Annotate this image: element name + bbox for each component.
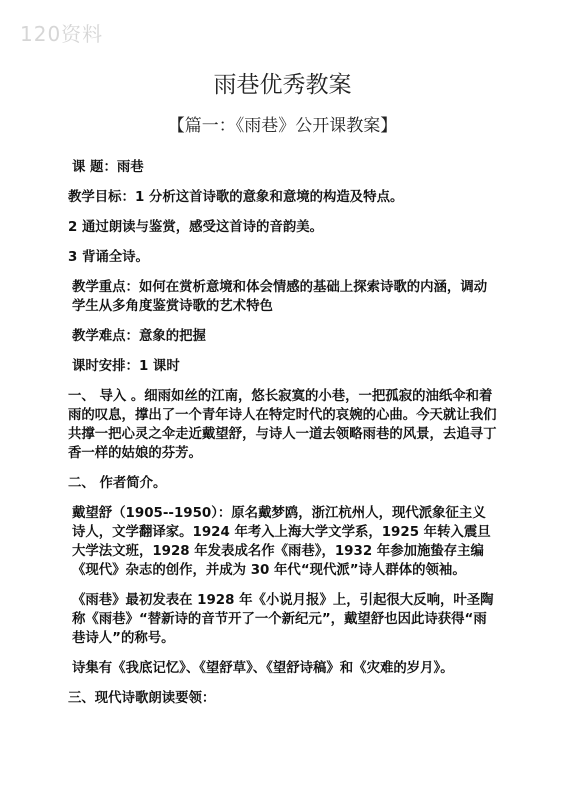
reading-tips-heading: 三、现代诗歌朗读要领：	[68, 691, 216, 706]
teaching-goal-3: 3 背诵全诗。	[68, 250, 149, 265]
teaching-focus: 教学重点：如何在赏析意境和体会情感的基础上探索诗歌的内涵，调动学生从多角度鉴赏诗歌的艺术特色	[72, 280, 488, 314]
poetry-collections-paragraph: 诗集有《我底记忆》、《望舒草》、《望舒诗稿》和《灾难的岁月》。	[72, 661, 454, 676]
watermark: 120资料	[20, 22, 104, 46]
class-hours: 课时安排：1 课时	[72, 359, 180, 374]
teaching-difficulty: 教学难点：意象的把握	[72, 329, 206, 344]
introduction-paragraph: 一、 导入 。细雨如丝的江南，悠长寂寞的小巷，一把孤寂的油纸伞和着雨的叹息，撑出了一个青年诗人在特定时代的哀婉的心曲。今天就让我们共撑一把心灵之伞走近戴望舒，与诗人一道去领略雨巷的风景，去追寻丁香一样的姑娘的芬芳。	[68, 389, 497, 461]
document-body	[68, 158, 498, 708]
lesson-topic: 课 题：雨巷	[72, 160, 144, 175]
poem-publication-paragraph: 《雨巷》最初发表在 1928 年《小说月报》上，引起很大反响，叶圣陶称《雨巷》“替新诗的音节开了一个新纪元”，戴望舒也因此诗获得“雨巷诗人”的称号。	[72, 593, 494, 646]
document-title: 雨巷优秀教案	[213, 72, 352, 98]
teaching-goal: 教学目标：1 分析这首诗歌的意象和意境的构造及特点。	[68, 190, 404, 205]
author-intro-heading: 二、 作者简介。	[68, 476, 167, 491]
author-bio-paragraph: 戴望舒（1905--1950）：原名戴梦鸥，浙江杭州人，现代派象征主义诗人，文学翻译家。1924 年考入上海大学文学系，1925 年转入震旦大学法文班，1928 年发表成名作《雨巷》，1932 年参加施蛰存主编《现代》杂志的创作，并成为 30 年代“现代派”诗人群体的领袖。	[72, 506, 491, 578]
section-heading: 【篇一：《雨巷》公开课教案】	[167, 116, 398, 136]
teaching-goal-2: 2 通过朗读与鉴赏，感受这首诗的音韵美。	[68, 220, 324, 235]
